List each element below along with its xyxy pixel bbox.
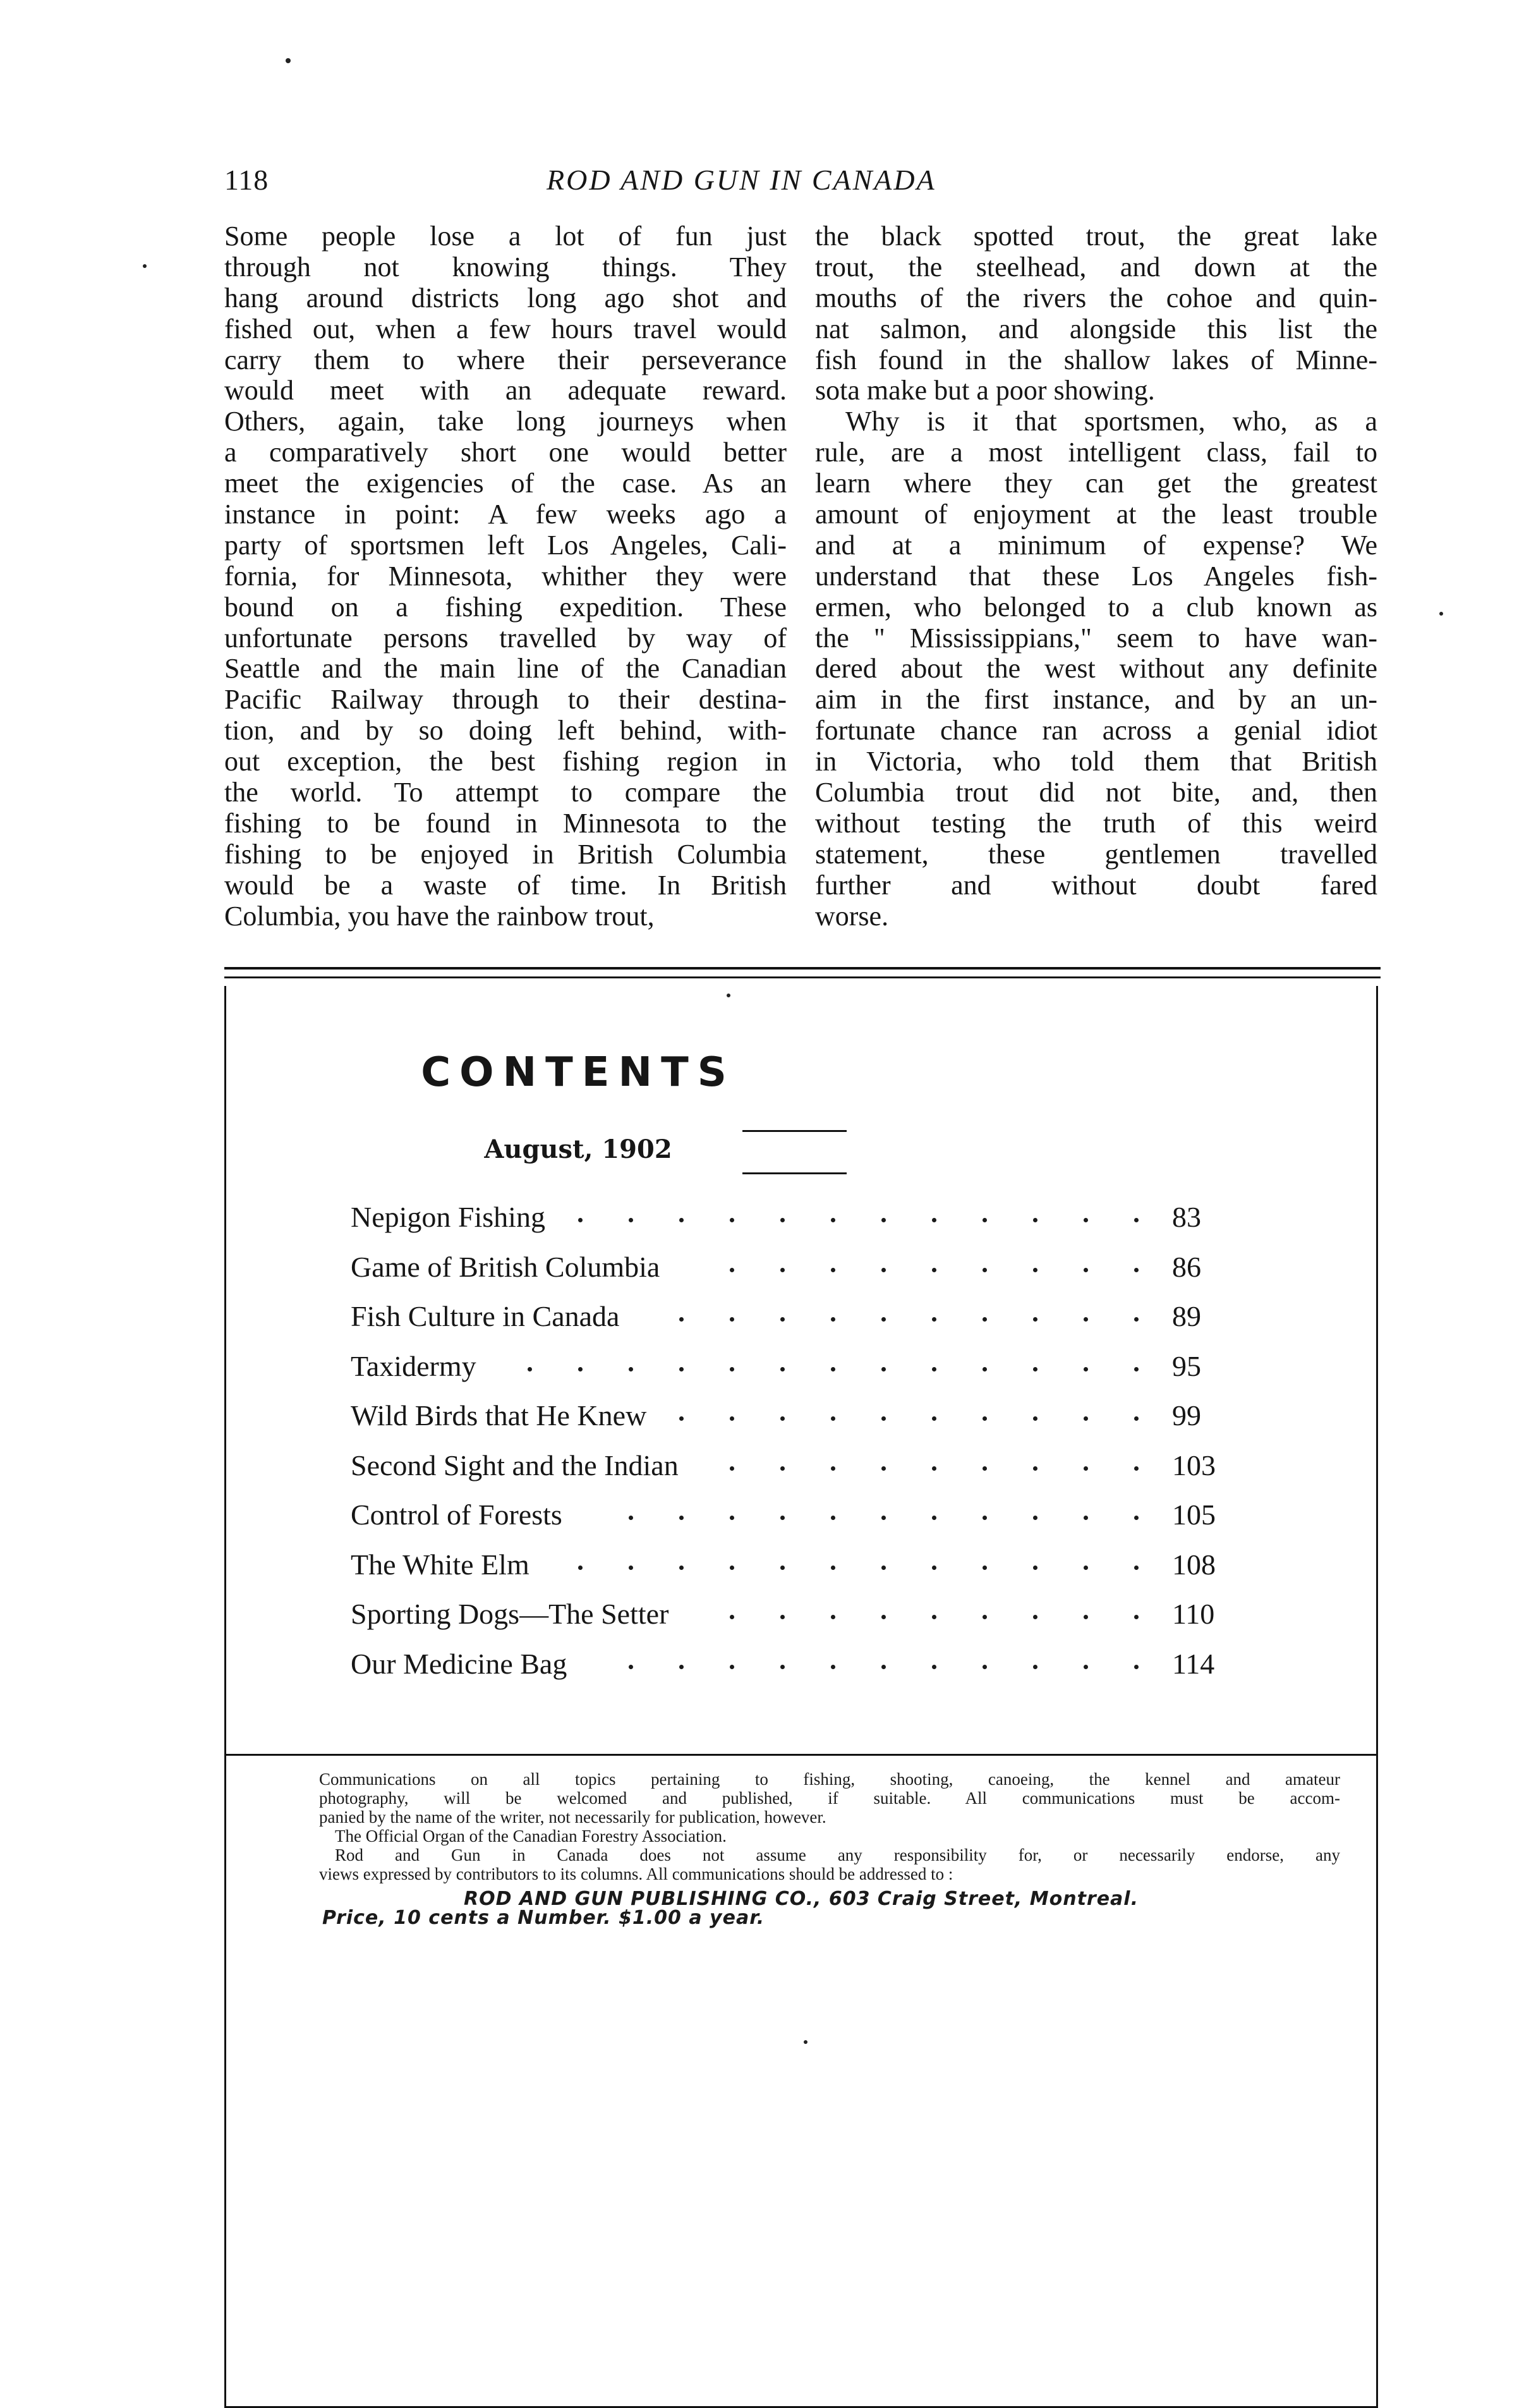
leader-dot xyxy=(932,1615,936,1619)
article-left-line: would be a waste of time. In British xyxy=(224,869,787,901)
leader-dot xyxy=(881,1416,886,1421)
leader-dot xyxy=(1134,1367,1139,1371)
leader-dot xyxy=(932,1566,936,1570)
leader-dot xyxy=(1084,1416,1088,1421)
leader-dot xyxy=(983,1416,987,1421)
toc-entry xyxy=(351,1639,1248,1689)
leader-dot xyxy=(629,1566,633,1570)
article-left-line: a comparatively short one would better xyxy=(224,437,787,468)
leader-dot xyxy=(1084,1218,1088,1222)
article-left-line: tion, and by so doing left behind, with- xyxy=(224,715,787,746)
article-left-line: through not knowing things. They xyxy=(224,251,787,283)
leader-dot xyxy=(983,1615,987,1619)
toc-entry xyxy=(351,1490,1248,1540)
leader-dot xyxy=(1134,1268,1139,1272)
print-speck xyxy=(286,58,291,63)
article-left-line: Others, again, take long journeys when xyxy=(224,406,787,437)
article-right-line: fortunate chance ran across a genial idiot xyxy=(815,715,1377,746)
leader-dot xyxy=(1134,1615,1139,1619)
toc-entry xyxy=(351,1342,1248,1392)
toc-entry-title: Sporting Dogs—The Setter xyxy=(351,1598,669,1630)
print-speck xyxy=(143,264,147,268)
leader-dot xyxy=(1134,1566,1139,1570)
notice-divider xyxy=(224,1754,1378,1756)
leader-dot xyxy=(1084,1268,1088,1272)
article-left-line: the world. To attempt to compare the xyxy=(224,777,787,808)
leader-dot xyxy=(780,1218,785,1222)
article-right-line: and at a minimum of expense? We xyxy=(815,529,1377,561)
notice-communications-line-2: photography, will be welcomed and published, if suitable. All communications must be accom- xyxy=(319,1789,1340,1808)
leader-dot xyxy=(881,1317,886,1322)
leader-dot xyxy=(1033,1516,1037,1520)
leader-dot xyxy=(881,1516,886,1520)
toc-entry-page: 99 xyxy=(1172,1399,1201,1432)
leader-dot xyxy=(983,1665,987,1669)
leader-dot xyxy=(881,1566,886,1570)
article-left-line: carry them to where their perseverance xyxy=(224,344,787,375)
article-left-line: Seattle and the main line of the Canadian xyxy=(224,653,787,684)
leader-dot xyxy=(780,1317,785,1322)
leader-dot xyxy=(1134,1516,1139,1520)
leader-dot xyxy=(1134,1466,1139,1471)
leader-dot xyxy=(831,1416,835,1421)
notice-official-organ: The Official Organ of the Canadian Forestry Association. xyxy=(335,1827,727,1846)
article-right-line: further and without doubt fared xyxy=(815,869,1377,901)
toc-entry-page: 108 xyxy=(1172,1548,1216,1581)
leader-dot xyxy=(932,1416,936,1421)
toc-entry xyxy=(351,1243,1248,1292)
date-rule-bottom xyxy=(742,1172,847,1174)
article-left-line: instance in point: A few weeks ago a xyxy=(224,499,787,530)
toc-entry-page: 83 xyxy=(1172,1201,1201,1233)
article-right-line: in Victoria, who told them that British xyxy=(815,746,1377,777)
notice-disclaimer-line-2: views expressed by contributors to its columns. All communications should be addressed to : xyxy=(319,1864,953,1883)
article-right-line: sota make but a poor showing. xyxy=(815,375,1155,406)
toc-entry-page: 110 xyxy=(1172,1598,1215,1630)
leader-dot xyxy=(780,1566,785,1570)
leader-dot xyxy=(932,1516,936,1520)
leader-dot xyxy=(730,1665,734,1669)
toc-entry xyxy=(351,1441,1248,1491)
leader-dot xyxy=(730,1367,734,1371)
print-speck xyxy=(1439,612,1443,616)
leader-dot xyxy=(679,1317,684,1322)
toc-entry-title: Taxidermy xyxy=(351,1349,476,1382)
leader-dot xyxy=(730,1317,734,1322)
leader-dot xyxy=(1134,1416,1139,1421)
leader-dot xyxy=(679,1566,684,1570)
leader-dot xyxy=(780,1416,785,1421)
leader-dot xyxy=(983,1268,987,1272)
leader-dot xyxy=(780,1516,785,1520)
article-right-line: learn where they can get the greatest xyxy=(815,468,1377,499)
leader-dot xyxy=(730,1268,734,1272)
leader-dot xyxy=(983,1367,987,1371)
article-left-line: bound on a fishing expedition. These xyxy=(224,591,787,623)
article-left-line: fished out, when a few hours travel would xyxy=(224,313,787,344)
table-of-contents xyxy=(351,1193,1248,1689)
article-right-line: rule, are a most intelligent class, fail to xyxy=(815,437,1377,468)
section-divider-top xyxy=(224,967,1381,970)
article-right-line: amount of enjoyment at the least trouble xyxy=(815,499,1377,530)
leader-dot xyxy=(932,1367,936,1371)
leader-dot xyxy=(983,1218,987,1222)
leader-dot xyxy=(831,1516,835,1520)
leader-dot xyxy=(1033,1466,1037,1471)
leader-dot xyxy=(780,1665,785,1669)
leader-dot xyxy=(881,1615,886,1619)
leader-dot xyxy=(679,1416,684,1421)
leader-dot xyxy=(1033,1416,1037,1421)
leader-dot xyxy=(1033,1367,1037,1371)
leader-dot xyxy=(528,1367,532,1371)
print-speck xyxy=(727,994,730,997)
leader-dot xyxy=(831,1615,835,1619)
leader-dot xyxy=(1033,1218,1037,1222)
leader-dot xyxy=(730,1516,734,1520)
article-left-line: hang around districts long ago shot and xyxy=(224,282,787,313)
toc-entry-title: Fish Culture in Canada xyxy=(351,1300,620,1332)
leader-dot xyxy=(1084,1367,1088,1371)
toc-entry-title: The White Elm xyxy=(351,1548,529,1581)
leader-dot xyxy=(578,1367,583,1371)
toc-entry xyxy=(351,1193,1248,1243)
leader-dot xyxy=(1084,1665,1088,1669)
toc-entry-title: Control of Forests xyxy=(351,1499,562,1531)
leader-dot xyxy=(679,1218,684,1222)
toc-entry xyxy=(351,1391,1248,1441)
article-left-line: fishing to be found in Minnesota to the xyxy=(224,807,787,839)
leader-dot xyxy=(1033,1566,1037,1570)
contents-title: CONTENTS xyxy=(421,1049,735,1096)
leader-dot xyxy=(730,1466,734,1471)
article-right-line: statement, these gentlemen travelled xyxy=(815,838,1377,870)
leader-dot xyxy=(932,1268,936,1272)
article-left-line: would meet with an adequate reward. xyxy=(224,375,787,406)
print-speck xyxy=(804,2040,807,2044)
leader-dot xyxy=(1134,1665,1139,1669)
article-right-line: nat salmon, and alongside this list the xyxy=(815,313,1377,344)
toc-entry-page: 105 xyxy=(1172,1499,1216,1531)
article-right-line: fish found in the shallow lakes of Minne- xyxy=(815,344,1377,375)
leader-dot xyxy=(578,1218,583,1222)
article-left-line: out exception, the best fishing region in xyxy=(224,746,787,777)
leader-dot xyxy=(932,1466,936,1471)
leader-dot xyxy=(881,1367,886,1371)
leader-dot xyxy=(831,1466,835,1471)
toc-entry xyxy=(351,1540,1248,1590)
leader-dot xyxy=(780,1268,785,1272)
article-left-line: Some people lose a lot of fun just xyxy=(224,221,787,252)
article-right-line: dered about the west without any definite xyxy=(815,653,1377,684)
notice-communications-line-3: panied by the name of the writer, not necessarily for publication, however. xyxy=(319,1808,826,1827)
page-header xyxy=(224,163,1381,207)
toc-entry-page: 103 xyxy=(1172,1449,1216,1481)
leader-dot xyxy=(780,1466,785,1471)
leader-dot xyxy=(1084,1566,1088,1570)
page-number: 118 xyxy=(224,164,269,196)
leader-dot xyxy=(730,1566,734,1570)
article-right-line: Why is it that sportsmen, who, as a xyxy=(845,406,1377,437)
toc-entry-title: Second Sight and the Indian xyxy=(351,1449,679,1481)
leader-dot xyxy=(629,1516,633,1520)
article-left-line: Pacific Railway through to their destina- xyxy=(224,684,787,715)
toc-entry-title: Our Medicine Bag xyxy=(351,1647,567,1680)
article-left-line: fornia, for Minnesota, whither they were xyxy=(224,560,787,592)
publication-notice xyxy=(224,1770,1378,1928)
leader-dot xyxy=(629,1367,633,1371)
toc-entry-page: 89 xyxy=(1172,1300,1201,1332)
leader-dot xyxy=(578,1566,583,1570)
article-left-line: Columbia, you have the rainbow trout, xyxy=(224,900,655,932)
article-right-line: worse. xyxy=(815,900,889,932)
section-divider-bottom xyxy=(224,976,1381,978)
toc-entry xyxy=(351,1292,1248,1342)
leader-dot xyxy=(679,1367,684,1371)
article-left-line: unfortunate persons travelled by way of xyxy=(224,622,787,654)
leader-dot xyxy=(932,1665,936,1669)
running-title: ROD AND GUN IN CANADA xyxy=(547,164,936,196)
leader-dot xyxy=(780,1615,785,1619)
leader-dot xyxy=(679,1516,684,1520)
leader-dot xyxy=(1134,1317,1139,1322)
leader-dot xyxy=(1033,1317,1037,1322)
notice-communications-line-1: Communications on all topics pertaining to fishing, shooting, canoeing, the kennel and amateur xyxy=(319,1770,1340,1789)
leader-dot xyxy=(983,1317,987,1322)
leader-dot xyxy=(881,1665,886,1669)
leader-dot xyxy=(1033,1268,1037,1272)
article-right-line: ermen, who belonged to a club known as xyxy=(815,591,1377,623)
subscription-price: Price, 10 cents a Number. $1.00 a year. xyxy=(322,1907,765,1929)
leader-dot xyxy=(629,1218,633,1222)
leader-dot xyxy=(831,1218,835,1222)
leader-dot xyxy=(831,1268,835,1272)
leader-dot xyxy=(932,1218,936,1222)
toc-entry-title: Wild Birds that He Knew xyxy=(351,1399,647,1432)
article-right-line: aim in the first instance, and by an un- xyxy=(815,684,1377,715)
article-right-line: mouths of the rivers the cohoe and quin- xyxy=(815,282,1377,313)
leader-dot xyxy=(1134,1218,1139,1222)
leader-dot xyxy=(831,1317,835,1322)
date-rule-top xyxy=(742,1130,847,1132)
leader-dot xyxy=(730,1615,734,1619)
leader-dot xyxy=(679,1665,684,1669)
leader-dot xyxy=(983,1566,987,1570)
leader-dot xyxy=(983,1516,987,1520)
contents-issue-date: August, 1902 xyxy=(484,1134,672,1164)
leader-dot xyxy=(1033,1615,1037,1619)
article-right-line: trout, the steelhead, and down at the xyxy=(815,251,1377,283)
toc-entry-page: 86 xyxy=(1172,1250,1201,1283)
leader-dot xyxy=(1084,1466,1088,1471)
toc-entry-page: 114 xyxy=(1172,1647,1215,1680)
leader-dot xyxy=(780,1367,785,1371)
notice-disclaimer-line-1: Rod and Gun in Canada does not assume any responsibility for, or necessarily endorse, any xyxy=(335,1846,1340,1864)
article-right-line: the black spotted trout, the great lake xyxy=(815,221,1377,252)
leader-dot xyxy=(1084,1317,1088,1322)
article-right-line: without testing the truth of this weird xyxy=(815,807,1377,839)
article-right-line: understand that these Los Angeles fish- xyxy=(815,560,1377,592)
leader-dot xyxy=(629,1665,633,1669)
leader-dot xyxy=(831,1665,835,1669)
leader-dot xyxy=(881,1218,886,1222)
article-left-line: party of sportsmen left Los Angeles, Cali- xyxy=(224,529,787,561)
leader-dot xyxy=(932,1317,936,1322)
leader-dot xyxy=(730,1416,734,1421)
article-left-line: meet the exigencies of the case. As an xyxy=(224,468,787,499)
leader-dot xyxy=(831,1566,835,1570)
article-right-line: Columbia trout did not bite, and, then xyxy=(815,777,1377,808)
toc-entry-title: Game of British Columbia xyxy=(351,1250,660,1283)
leader-dot xyxy=(983,1466,987,1471)
article-left-column xyxy=(224,221,787,932)
leader-dot xyxy=(881,1466,886,1471)
leader-dot xyxy=(831,1367,835,1371)
article-left-line: fishing to be enjoyed in British Columbia xyxy=(224,838,787,870)
toc-entry-title: Nepigon Fishing xyxy=(351,1201,545,1233)
article-right-line: the " Mississippians," seem to have wan- xyxy=(815,622,1377,654)
toc-entry xyxy=(351,1590,1248,1639)
publisher-address: ROD AND GUN PUBLISHING CO., 603 Craig Street, Montreal. xyxy=(464,1888,1139,1910)
leader-dot xyxy=(730,1218,734,1222)
leader-dot xyxy=(1084,1516,1088,1520)
toc-entry-page: 95 xyxy=(1172,1349,1201,1382)
article-right-column xyxy=(815,221,1377,932)
leader-dot xyxy=(1033,1665,1037,1669)
leader-dot xyxy=(1084,1615,1088,1619)
leader-dot xyxy=(881,1268,886,1272)
